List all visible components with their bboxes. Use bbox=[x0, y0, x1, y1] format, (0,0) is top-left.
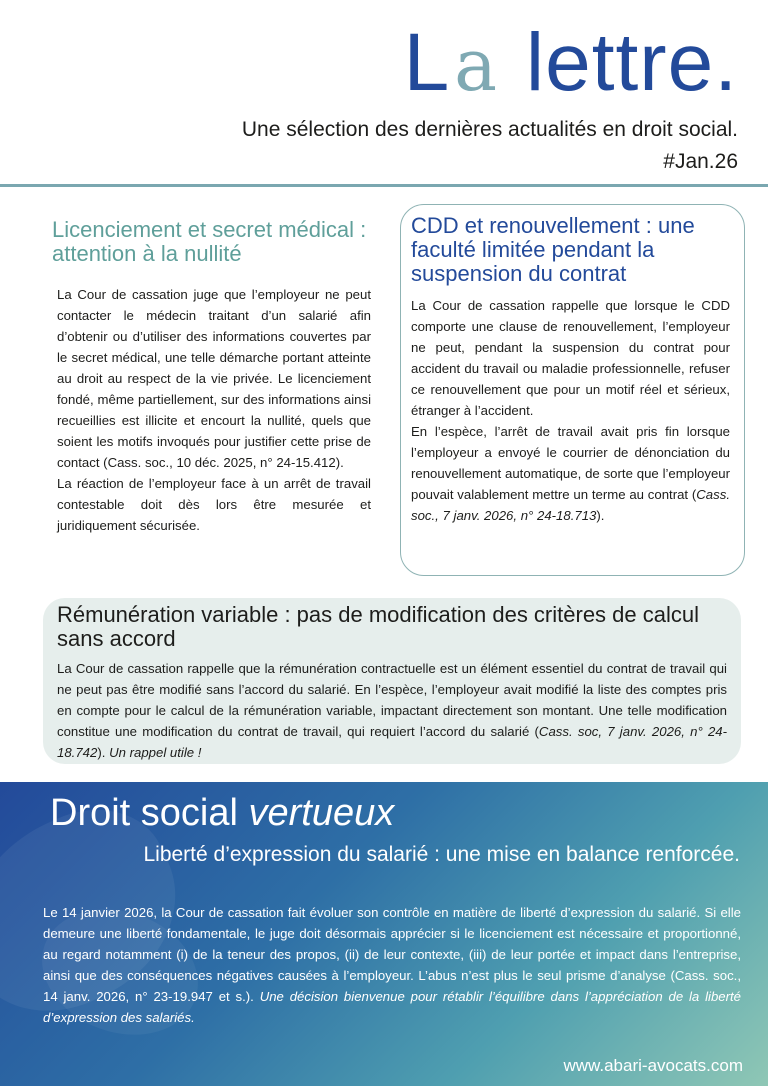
paragraph-text: ). bbox=[596, 508, 605, 523]
paragraph-text: ). bbox=[97, 745, 110, 760]
article-body bbox=[43, 902, 741, 1028]
article-title: Licenciement et secret médical : attention à la nullité bbox=[52, 217, 367, 266]
closing-remark: Un rappel utile ! bbox=[109, 745, 202, 760]
paragraph-text: Le 14 janvier 2026, la Cour de cassation fait évoluer son contrôle en matière de liberté d’expression du salarié. Si elle demeure une liberté fondamentale, le juge doit désormais apprécier si le licenciement est nécessaire et proportionné, au regard notamment (i) de la teneur des propos, (ii) de leur contexte, (iii) de leur portée et impact dans l’entreprise, ainsi que des conséquences négatives causées à l’employeur. L’abus n’est plus le seul prisme d’analyse (Cass. soc., 14 janv. 2026, n° 23-19.947 et s.). bbox=[43, 905, 741, 1004]
website-link[interactable]: www.abari-avocats.com bbox=[563, 1056, 743, 1075]
section-title bbox=[50, 792, 394, 835]
closing-remark: Une décision bienvenue pour rétablir l’équilibre dans l’appréciation de la liberté d’expression des salariés. bbox=[43, 989, 742, 1025]
article-paragraph: La réaction de l’employeur face à un arrêt de travail contestable doit dès lors être mesurée et juridiquement sécurisée. bbox=[57, 476, 371, 533]
tagline: Une sélection des dernières actualités en droit social. bbox=[241, 118, 738, 141]
title-letter-l: L bbox=[403, 17, 451, 108]
article-paragraph: La Cour de cassation juge que l’employeur ne peut contacter le médecin traitant d’un salarié afin d’obtenir ou d’utiliser des informations couvertes par le secret médical, une telle démarche portant atteinte au droit au respect de la vie privée. Le licenciement fondé, même partiellement, sur des informations ainsi recueillies est illicite et encourt la nullité, quels que soient les motifs invoqués pour justifier cette prise de contact (Cass. soc., 10 déc. 2025, n° 24-15.412). bbox=[57, 287, 371, 470]
newsletter-title bbox=[403, 17, 738, 108]
case-citation: Cass. soc., 7 janv. 2026, n° 24-18.713 bbox=[411, 487, 730, 523]
article-body bbox=[57, 658, 727, 763]
article-title: CDD et renouvellement : une faculté limitée pendant la suspension du contrat bbox=[411, 213, 695, 286]
article-body bbox=[57, 284, 371, 536]
article-title: Rémunération variable : pas de modification des critères de calcul sans accord bbox=[57, 602, 699, 651]
article-body bbox=[411, 295, 730, 526]
title-letter-a: a bbox=[454, 23, 499, 107]
article-title: Liberté d’expression du salarié : une mise en balance renforcée. bbox=[143, 843, 740, 866]
paragraph-text: La Cour de cassation rappelle que la rémunération contractuelle est un élément essentiel du contrat de travail qui ne peut pas être modifié sans l’accord du salarié. En l’espèce, l’employeur avait modifié la liste des comptes pris en compte pour le calcul de la rémunération variable, impactant directement son montant. Une telle modification constitue une modification du contrat de travail, qui requiert l’accord du salarié ( bbox=[57, 661, 727, 739]
header-divider bbox=[0, 184, 768, 187]
article-paragraph: La Cour de cassation rappelle que lorsque le CDD comporte une clause de renouvellement, l’employeur ne peut, pendant la suspension du contrat pour accident du travail ou maladie professionnelle, refuser ce renouvellement que pour un motif réel et sérieux, étranger à l’accident. bbox=[411, 298, 730, 418]
article-paragraph bbox=[411, 421, 730, 526]
paragraph-text: En l’espèce, l’arrêt de travail avait pris fin lorsque l’employeur a envoyé le courrier de dénonciation du renouvellement automatique, de sorte que l’employeur pouvait valablement mettre un terme au contrat ( bbox=[411, 424, 730, 502]
section-title-plain: Droit social bbox=[50, 792, 238, 834]
case-citation: Cass. soc, 7 janv. 2026, n° 24-18.742 bbox=[57, 724, 727, 760]
section-title-italic: vertueux bbox=[248, 792, 395, 834]
issue-tag: #Jan.26 bbox=[663, 150, 738, 173]
title-word-lettre: lettre. bbox=[525, 17, 738, 108]
